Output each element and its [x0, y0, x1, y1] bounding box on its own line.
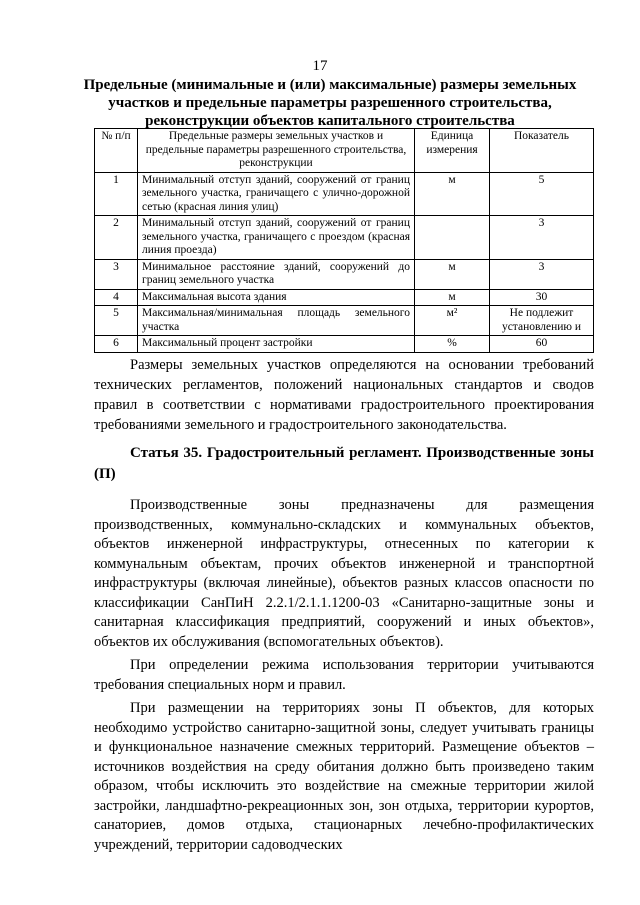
row-value: 3 [490, 216, 594, 260]
row-num: 4 [95, 289, 138, 306]
row-value: Не подлежит установлению и [490, 306, 594, 336]
row-description: Минимальный отступ зданий, сооружений от границ земельного участка, граничащего с улично-дорожной сетью (красная линия улиц) [138, 172, 415, 216]
row-unit: м [415, 172, 490, 216]
header-num: № п/п [95, 129, 138, 173]
table-row [95, 289, 594, 306]
table-row [95, 306, 594, 336]
page-number: 17 [312, 58, 328, 74]
row-num: 5 [95, 306, 138, 336]
row-num: 6 [95, 336, 138, 353]
row-value: 5 [490, 172, 594, 216]
page-title: Предельные (минимальные и (или) максимальные) размеры земельных участков и предельные параметры разрешенного строительства, реконструкции объектов капитального строительства [83, 77, 577, 129]
table-header-row [95, 129, 594, 173]
row-unit [415, 216, 490, 260]
paragraph: При определении режима использования территории учитываются требования специальных норм и правил. [94, 657, 594, 693]
row-num: 2 [95, 216, 138, 260]
row-value: 30 [490, 289, 594, 306]
row-description: Максимальная/минимальная площадь земельного участка [138, 306, 415, 336]
row-unit: м [415, 289, 490, 306]
row-unit: м² [415, 306, 490, 336]
row-description: Максимальный процент застройки [138, 336, 415, 353]
header-unit: Единица измерения [415, 129, 490, 173]
paragraph: При размещении на территориях зоны П объектов, для которых необходимо устройство санитарно-защитной зоны, следует учитывать границы и функциональное назначение смежных территорий. Размещение объектов – источников воздействия на среду обитания должно быть произведено таким образом, чтобы исключить это воздействие на смежные территории жилой застройки, ландшафтно-рекреационных зон, зон отдыха, территории курортов, санаториев, домов отдыха, стационарных лечебно-профилактических учреждений, территории садоводческих [94, 700, 594, 853]
table-row [95, 172, 594, 216]
row-unit: % [415, 336, 490, 353]
row-description: Минимальное расстояние зданий, сооружений до границ земельного участка [138, 259, 415, 289]
after-table-paragraph: Размеры земельных участков определяются на основании требований технических регламентов, положений национальных стандартов и сводов правил в соответствии с нормативами градостроительного проектирования требованиями земельного и градостроительного законодательства. [94, 357, 594, 433]
table-row [95, 259, 594, 289]
header-description: Предельные размеры земельных участков и предельные параметры разрешенного строительства, реконструкции [138, 129, 415, 173]
parameters-table [94, 128, 594, 353]
row-unit: м [415, 259, 490, 289]
table-row [95, 216, 594, 260]
paragraph: Производственные зоны предназначены для размещения производственных, коммунально-складских и коммунальных объектов, объектов инженерной инфраструктуры, отнесенных по категории к коммунальным объектам, прочих объектов инженерной и транспортной инфраструктуры (включая линейные), объектов разных классов опасности по классификации СанПиН 2.2.1/2.1.1.1200-03 «Санитарно-защитные зоны и санитарная классификация предприятий, сооружений и иных объектов», объектов их обслуживания (вспомогательных объектов). [94, 497, 594, 650]
row-value: 3 [490, 259, 594, 289]
row-num: 3 [95, 259, 138, 289]
row-description: Минимальный отступ зданий, сооружений от границ земельного участка, граничащего с проездом (красная линия проезда) [138, 216, 415, 260]
row-description: Максимальная высота здания [138, 289, 415, 306]
header-value: Показатель [490, 129, 594, 173]
row-value: 60 [490, 336, 594, 353]
table-row [95, 336, 594, 353]
article-body [94, 496, 594, 859]
article-heading: Статья 35. Градостроительный регламент. Производственные зоны (П) [94, 445, 594, 482]
row-num: 1 [95, 172, 138, 216]
